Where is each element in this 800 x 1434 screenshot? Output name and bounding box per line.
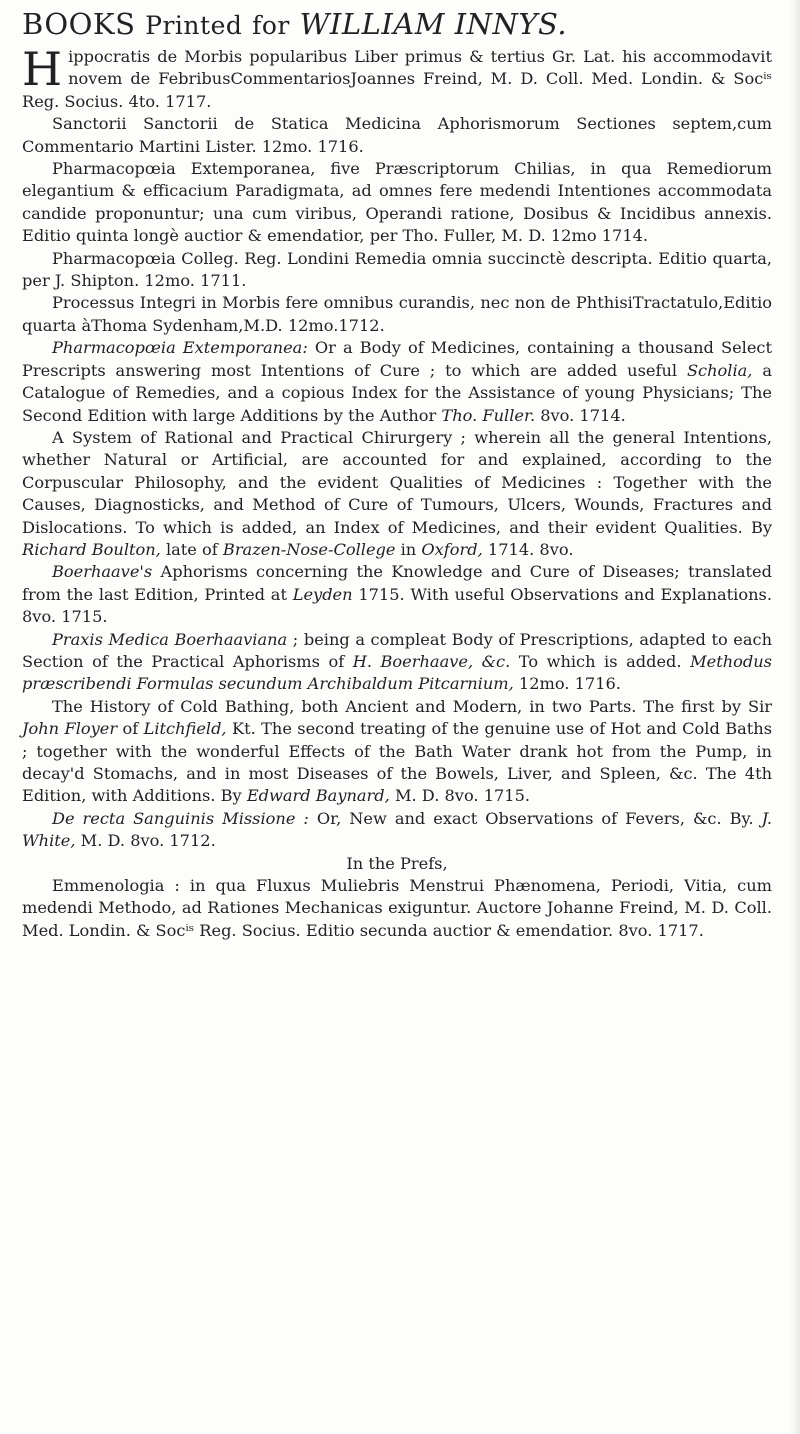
- entry-text: M. D. 8vo. 1715.: [389, 786, 531, 806]
- entry-text: 12mo. 1716.: [513, 674, 621, 694]
- entry-text: A System of Rational and Practical Chirurgery ; wherein all the general Intentions, whether Natural or Artificial, are accounted for and explained, according to the Corpuscular Philosophy, and the evident Qualities of Medicines : Together with the Causes, Diagnosticks, and Method of Cure of Tumours, Ulcers, Wounds, Fractures and Dislocations. To which is added, an Index of Medicines, and their evident Qualities. By: [22, 427, 772, 537]
- entry-pharmacopoeia-latin: [22, 158, 772, 248]
- entry-hippocratis: [22, 42, 772, 113]
- entry-text: 8vo. 1714.: [535, 405, 626, 425]
- entry-italic: Methodus præscribendi Formulas secundum Archibaldum Pitcarnium,: [22, 651, 772, 694]
- entry-author: H. Boerhaave, &c.: [352, 651, 511, 671]
- entry-text: Kt. The second treating of the genuine use of Hot and Cold Baths ; together with the wonderful Effects of the Bath Water drank hot from the Pump, in decay'd Stomachs, and in most Diseases of the Bowels, Liver, and Spleen, &c. The 4th Edition, with Additions. By: [22, 719, 773, 806]
- heading-printed: Printed: [145, 11, 243, 40]
- page-edge-shadow: [790, 0, 800, 1434]
- entry-author: J. White,: [22, 808, 773, 851]
- entry-pharmacopoeia-english: [22, 337, 772, 427]
- entry-text: Processus Integri in Morbis fere omnibus curandis, nec non de PhthisiTractatulo,Editio quarta àThoma Sydenham,M.D. 12mo.1712.: [22, 293, 772, 335]
- entry-sanctorii: [22, 113, 772, 158]
- drop-cap: H: [22, 42, 63, 96]
- entry-college: Brazen-Nose-College: [222, 539, 396, 559]
- entry-text: Pharmacopœia Extemporanea, five Præscriptorum Chilias, in qua Remediorum elegantium & efficacium Paradigmata, ad omnes fere medendi Intentiones accommodata candide proponuntur; una cum viribus, Operandi ratione, Dosibus & Incidibus annexis. Editio quinta longè auctior & emendatior, per Tho. Fuller, M. D. 12mo 1714.: [22, 159, 772, 246]
- entry-author: Richard Boulton,: [22, 539, 161, 559]
- entry-text: Emmenologia : in qua Fluxus Muliebris Menstrui Phænomena, Periodi, Vitia, cum medendi Methodo, ad Rationes Mechanicas exiguntur. Auctore Johanne Freind, M. D. Coll. Med. Londin. & Socⁱˢ Reg. Socius. Editio secunda auctior & emendatior. 8vo. 1717.: [22, 876, 772, 940]
- entry-place: Leyden: [292, 584, 353, 604]
- entry-boerhaave-aphorisms: [22, 561, 772, 628]
- heading-for: for: [252, 11, 290, 40]
- entry-author: John Floyer: [22, 719, 118, 739]
- entry-text: Pharmacopœia Colleg. Reg. Londini Remedia omnia succinctè descripta. Editio quarta, per J. Shipton. 12mo. 1711.: [22, 248, 772, 291]
- entry-title: Boerhaave's: [52, 562, 153, 582]
- page-heading: [22, 6, 772, 44]
- entry-text: The History of Cold Bathing, both Ancient and Modern, in two Parts. The first by Sir: [52, 696, 772, 716]
- entry-emmenologia: [22, 875, 772, 942]
- heading-books: BOOKS: [22, 7, 136, 41]
- entry-text: Or a Body of Medicines, containing a thousand Select Prescripts answering most Intentions of Cure ; to which are added useful: [22, 338, 772, 380]
- entry-text: To which is added.: [510, 651, 691, 671]
- entry-text: of: [117, 719, 144, 739]
- entry-text: ; being a compleat Body of Prescriptions, adapted to each Section of the Practical Aphorisms of: [22, 629, 772, 671]
- entry-author: Edward Baynard,: [246, 786, 390, 806]
- entry-text: Aphorisms concerning the Knowledge and Cure of Diseases; translated from the last Edition, Printed at: [22, 562, 772, 604]
- entry-cold-bathing: [22, 696, 772, 808]
- entry-text: ippocratis de Morbis popularibus Liber primus & tertius Gr. Lat. his accommodavit novem de FebribusCommentariosJoannes Freind, M. D. Coll. Med. Londin. & Socⁱˢ Reg. Socius. 4to. 1717.: [22, 47, 772, 111]
- entry-text: Sanctorii Sanctorii de Statica Medicina Aphorismorum Sectiones septem,cum Commentario Martini Lister. 12mo. 1716.: [22, 114, 772, 156]
- entry-sanguinis-missione: [22, 808, 772, 853]
- entry-title: Pharmacopœia Extemporanea:: [52, 338, 308, 358]
- entry-place: Litchfield,: [143, 719, 227, 739]
- entry-text: M. D. 8vo. 1712.: [75, 831, 216, 851]
- entry-processus: [22, 292, 772, 337]
- entry-place: Oxford,: [421, 539, 483, 559]
- entry-text: a Catalogue of Remedies, and a copious Index for the Assistance of young Physicians; The Second Edition with large Additions by the Author: [22, 360, 772, 425]
- entry-text: 1714. 8vo.: [482, 539, 574, 559]
- entry-text: 1715. With useful Observations and Explanations. 8vo. 1715.: [22, 584, 772, 627]
- entry-title: De recta Sanguinis Missione :: [52, 808, 309, 828]
- entry-title: Praxis Medica Boerhaaviana: [52, 629, 288, 649]
- entry-text: late of: [160, 539, 223, 559]
- entry-pharmacopoeia-colleg: [22, 248, 772, 293]
- entry-italic: Scholia,: [686, 360, 753, 380]
- entry-praxis-medica: [22, 629, 772, 696]
- entry-text: in: [395, 539, 422, 559]
- heading-publisher: WILLIAM INNYS.: [299, 7, 568, 41]
- entry-chirurgery: [22, 427, 772, 561]
- entry-author: Tho. Fuller.: [441, 405, 536, 425]
- in-the-press-heading: In the Prefs,: [346, 853, 448, 873]
- entry-text: Or, New and exact Observations of Fevers, &c. By.: [308, 808, 762, 828]
